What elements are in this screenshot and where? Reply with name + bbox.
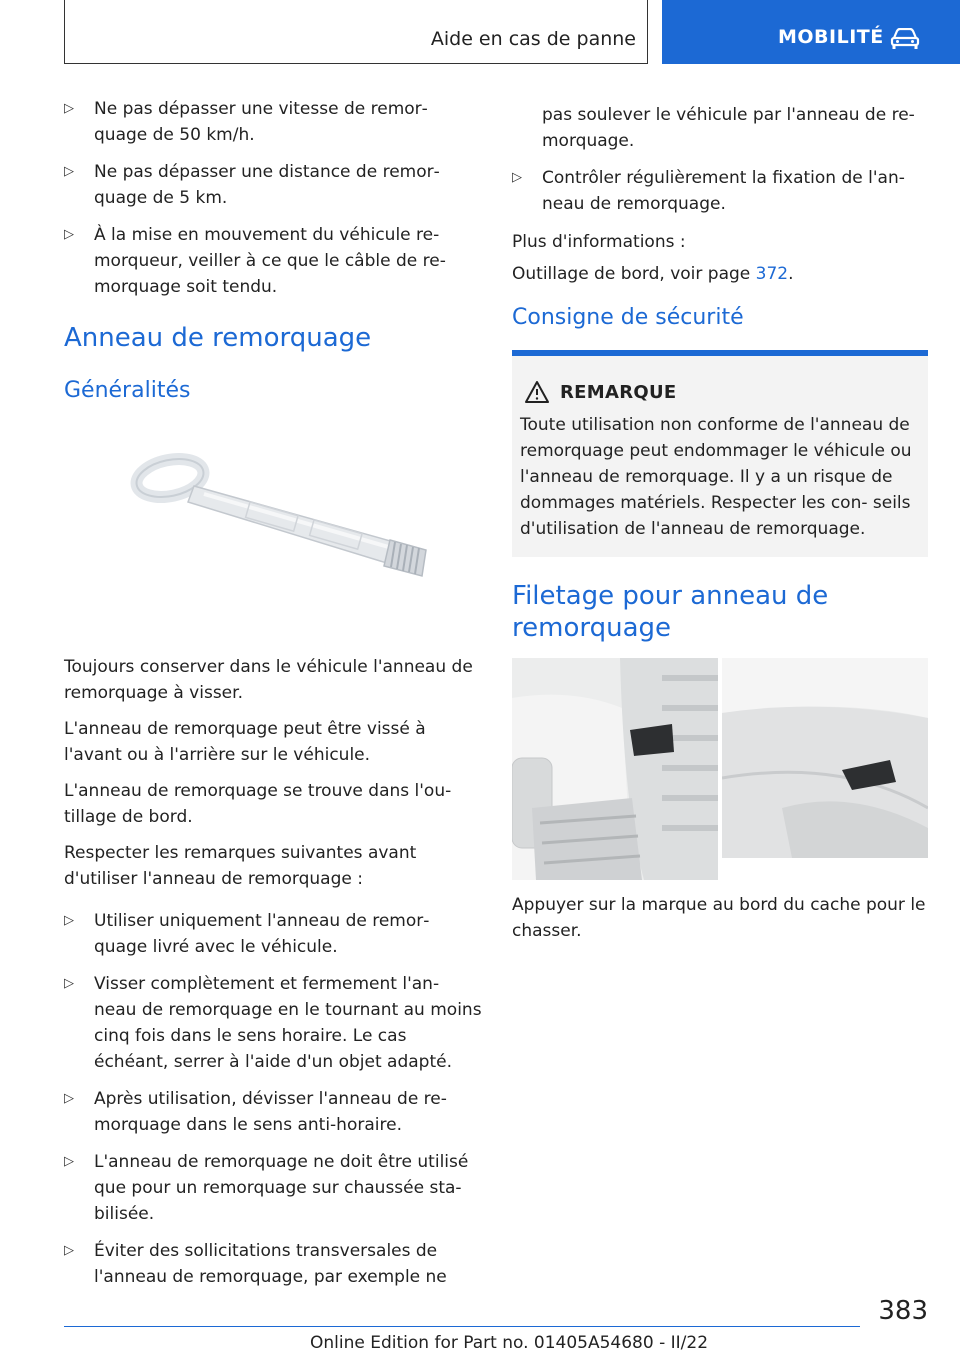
caption-block (512, 892, 928, 954)
notice-box (512, 350, 928, 557)
notice-header (524, 380, 677, 408)
more-info-label: Plus d'informations : (512, 232, 686, 252)
footer-divider (64, 1326, 860, 1327)
thread-heading: Filetage pour anneau de remorquage (512, 581, 829, 643)
list-item: ▷ Utiliser uniquement l'anneau de remor‐ quage livré avec le véhicule. (64, 908, 482, 960)
section-heading-towing-eye: Anneau de remorquage (64, 323, 372, 353)
list-item: ▷ Éviter des sollicitations transversales de l'anneau de remorquage, par exemple ne (64, 1238, 482, 1290)
page-reference-link[interactable]: 372 (755, 264, 789, 284)
right-column (512, 96, 928, 333)
paragraph: Respecter les remarques suivantes avant d'utiliser l'anneau de remorquage : (64, 843, 417, 889)
car-icon (890, 28, 920, 50)
thread-section (512, 580, 928, 644)
subheading-general: Généralités (64, 378, 191, 403)
paragraph: L'anneau de remorquage peut être vissé à l'avant ou à l'arrière sur le véhicule. (64, 719, 426, 765)
header-section-title: Aide en cas de panne (430, 28, 636, 50)
list-item: ▷ L'anneau de remorquage ne doit être utilisé que pour un remorquage sur chaussée sta‐ bilisée. (64, 1149, 482, 1227)
reference-text: Outillage de bord, voir page (512, 264, 756, 284)
reference-end: . (788, 264, 794, 284)
chapter-title: MOBILITÉ (778, 26, 884, 48)
notice-text: Toute utilisation non conforme de l'anneau de remorquage peut endommager le véhicule ou l'anneau de remorquage. Il y a un risque de dommages matériels. Respecter les con‐ seils d'utilisation de l'anneau de remorquage. (520, 415, 912, 539)
list-item: ▷ Ne pas dépasser une vitesse de remor‐ quage de 50 km/h. (64, 96, 482, 148)
list-item: ▷ À la mise en mouvement du véhicule re‐ morqueur, veiller à ce que le câble de re‐ morquage soit tendu. (64, 222, 482, 300)
list-item-continued: pas soulever le véhicule par l'anneau de re‐ morquage. (542, 105, 915, 151)
page-number: 383 (878, 1296, 928, 1326)
bullet-list-bottom (64, 908, 482, 1290)
rear-bumper-photo (722, 658, 928, 858)
bullet-list-right (512, 102, 928, 217)
photo-caption: Appuyer sur la marque au bord du cache pour le chasser. (512, 895, 926, 941)
list-item: ▷ Après utilisation, dévisser l'anneau de re‐ morquage dans le sens anti-horaire. (64, 1086, 482, 1138)
warning-triangle-icon (524, 380, 550, 404)
front-bumper-photo (512, 658, 718, 880)
towing-eye-illustration (64, 436, 482, 636)
safety-heading: Consigne de sécurité (512, 305, 744, 330)
header-chapter-tab (662, 0, 960, 64)
notice-title: REMARQUE (560, 382, 677, 403)
paragraph: L'anneau de remorquage se trouve dans l'ou‐ tillage de bord. (64, 781, 452, 827)
bullet-list-top (64, 96, 482, 300)
reference-line (512, 261, 928, 287)
left-column (64, 96, 482, 1301)
footer-edition: Online Edition for Part no. 01405A54680 - II/22 (310, 1333, 709, 1353)
paragraph: Toujours conserver dans le véhicule l'anneau de remorquage à visser. (64, 657, 473, 703)
list-item: ▷ Ne pas dépasser une distance de remor‐ quage de 5 km. (64, 159, 482, 211)
list-item: ▷ Visser complètement et fermement l'an‐ neau de remorquage en le tournant au moins cinq fois dans le sens horaire. Le cas échéant, serrer à l'aide d'un objet adapté. (64, 971, 482, 1075)
list-item: ▷ Contrôler régulièrement la fixation de l'an‐ neau de remorquage. (512, 165, 928, 217)
